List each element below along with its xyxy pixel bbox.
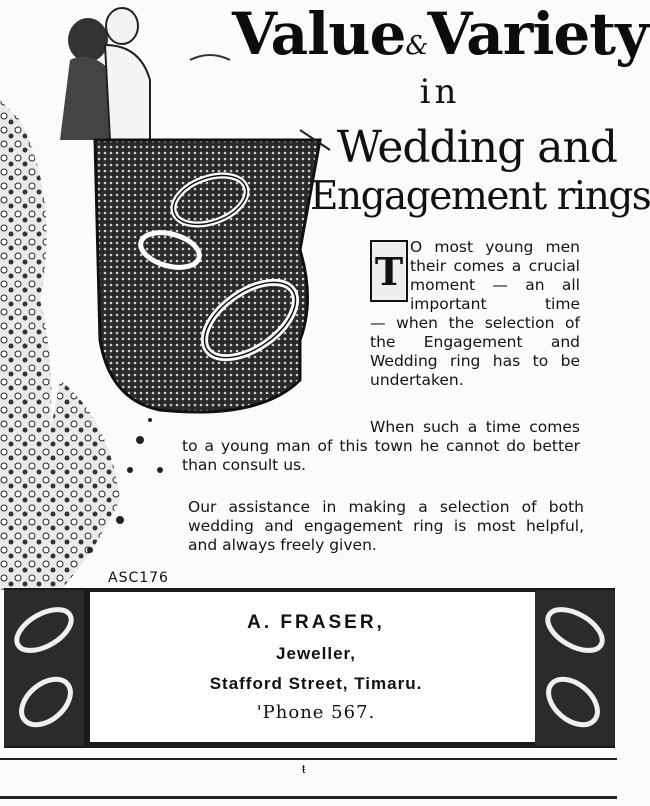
ad-code: ASC176 xyxy=(108,570,169,586)
jeweller-phone: 'Phone 567. xyxy=(256,702,376,723)
headline-engagement-rings: Engagement rings xyxy=(310,174,650,219)
headline-ampersand: & xyxy=(405,31,428,61)
divider-rule-top xyxy=(0,758,617,760)
headline-in: in xyxy=(419,72,461,112)
jeweller-trade: Jeweller, xyxy=(276,644,356,663)
paragraph-1-rest: — when the selection of the Engagement and Wedding ring has to be undertaken. xyxy=(370,314,580,389)
jeweller-name: A. FRASER, xyxy=(247,612,385,633)
printer-mark: ŧ xyxy=(302,762,306,776)
divider-rule-bottom xyxy=(0,796,617,799)
headline-word-variety: Variety xyxy=(427,0,648,68)
paragraph-3: Our assistance in making a selection of both wedding and engagement ring is most helpful, and always freely given. xyxy=(188,498,584,554)
ring-corner-right xyxy=(535,590,615,746)
headline-wedding-and: Wedding and xyxy=(336,122,617,173)
dropcap: T xyxy=(370,240,408,302)
jeweller-address: Stafford Street, Timaru. xyxy=(209,674,423,693)
footer-box xyxy=(4,588,615,748)
headline-word-value: Value xyxy=(232,0,406,68)
headline-value-variety xyxy=(232,0,648,68)
footer-panel xyxy=(90,592,542,742)
paragraph-1-lead: O most young men their comes a crucial moment — an all important time xyxy=(410,238,580,313)
paragraph-2: When such a time comes to a young man of this town he cannot do better than consult us. xyxy=(182,418,580,474)
ring-corner-left xyxy=(4,590,84,746)
